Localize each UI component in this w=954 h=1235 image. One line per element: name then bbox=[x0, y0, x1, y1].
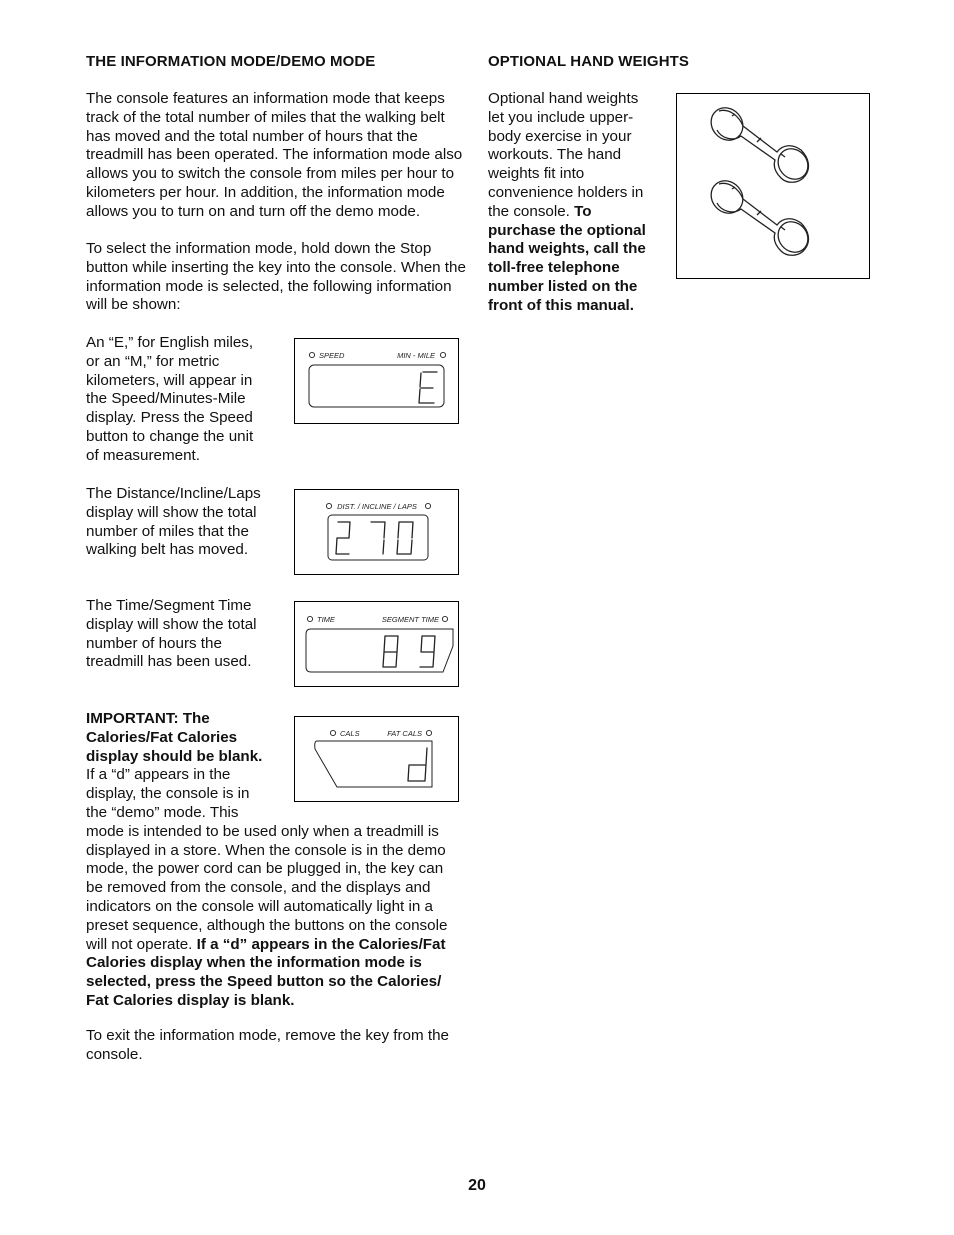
time-label: TIME bbox=[317, 615, 335, 624]
page-number: 20 bbox=[468, 1177, 486, 1194]
intro-paragraph: The console features an information mode that keeps track of the total number of miles that the walking belt has moved and the total number of hours that the treadmill has been operated. The information mode also allows you to switch the console from miles per hour to kilometers per hour. In addition, the information mode allows you to turn on and turn off the demo mode. bbox=[86, 90, 463, 220]
section-heading-hand-weights: OPTIONAL HAND WEIGHTS bbox=[488, 53, 689, 70]
speed-display-illustration bbox=[294, 338, 459, 424]
distance-display-paragraph: The Distance/Incline/Laps display will show the total number of miles that the walking belt has moved. bbox=[86, 485, 261, 559]
lcd-readout-d bbox=[408, 748, 427, 781]
dumbbell-icon bbox=[705, 101, 814, 185]
demo-mode-text: If a “d” appears in the display, the console is in the “demo” mode. This mode is intended to be used only when a treadmill is displayed in a store. When the console is in the demo mode, the power cord can be plugged in, the key can be removed from the console, and the displays and indicators on the console will automatically light in a preset sequence, although the buttons on the console will not operate. bbox=[86, 766, 448, 953]
speed-label: SPEED bbox=[319, 351, 345, 360]
important-bold-text: IMPORTANT: The Calories/Fat Calories display should be blank. bbox=[86, 710, 263, 765]
section-heading-information-mode: THE INFORMATION MODE/DEMO MODE bbox=[86, 53, 376, 70]
speed-button-instruction: If a “d” appears in the Calories/Fat Calories display when the information mode is selected, press the Speed button so the Calories/ Fat Calories display is blank. bbox=[86, 935, 446, 1009]
exit-mode-paragraph: To exit the information mode, remove the key from the console. bbox=[86, 1027, 449, 1063]
hand-weights-illustration bbox=[676, 93, 870, 279]
time-display-illustration bbox=[294, 601, 459, 687]
select-mode-paragraph: To select the information mode, hold down the Stop button while inserting the key into the console. When the information mode is selected, the following information will be shown: bbox=[86, 240, 466, 314]
hand-weights-text: Optional hand weights let you include upper-body exercise in your workouts. The hand weights fit into convenience holders in the console. bbox=[488, 90, 644, 220]
distance-display-illustration bbox=[294, 489, 459, 575]
speed-display-paragraph: An “E,” for English miles, or an “M,” for metric kilometers, will appear in the Speed/Minutes-Mile display. Press the Speed button to change the unit of measurement. bbox=[86, 334, 254, 464]
lcd-readout-e bbox=[419, 372, 437, 403]
segment-time-label: SEGMENT TIME bbox=[381, 615, 439, 624]
calories-display-illustration bbox=[294, 716, 459, 802]
cals-label: CALS bbox=[340, 729, 360, 738]
dumbbell-icon bbox=[705, 174, 814, 258]
fat-cals-label: FAT CALS bbox=[387, 729, 422, 738]
hand-weights-paragraph bbox=[488, 90, 654, 316]
purchase-instruction: To purchase the optional hand weights, call the toll-free telephone number listed on the front of this manual. bbox=[488, 202, 646, 314]
lcd-readout-270 bbox=[336, 522, 413, 554]
time-display-paragraph: The Time/Segment Time display will show the total number of hours the treadmill has been used. bbox=[86, 597, 257, 671]
dist-incline-laps-label: DIST. / INCLINE / LAPS bbox=[337, 502, 417, 511]
min-mile-label: MIN - MILE bbox=[397, 351, 435, 360]
lcd-readout-89 bbox=[383, 636, 435, 667]
